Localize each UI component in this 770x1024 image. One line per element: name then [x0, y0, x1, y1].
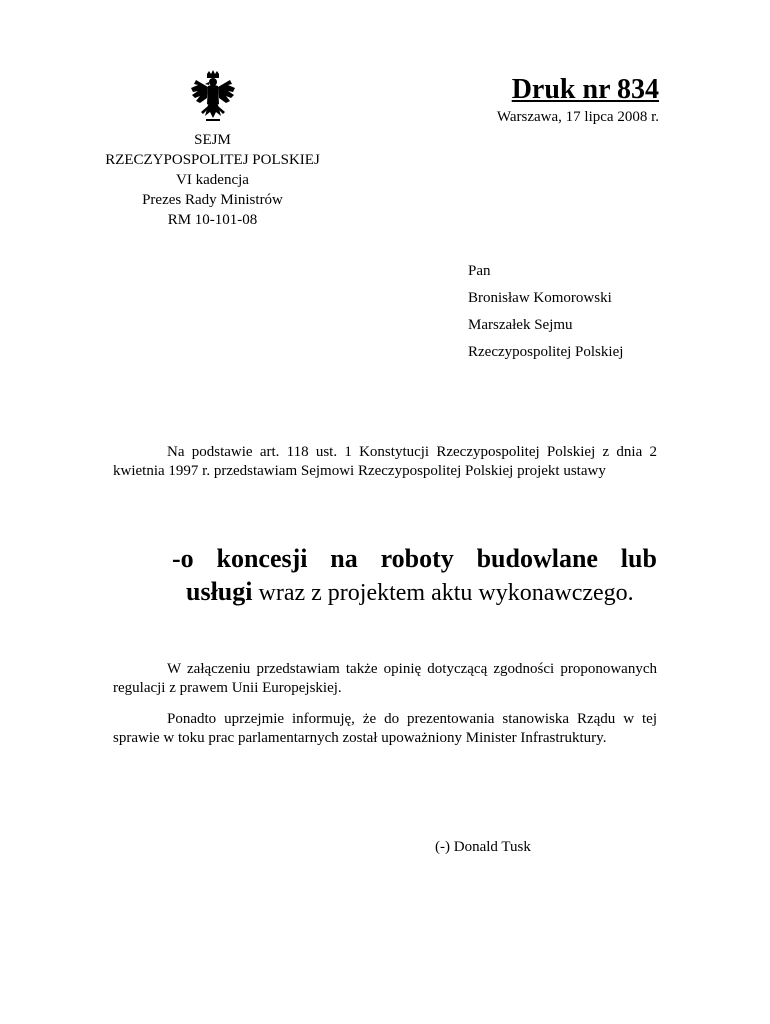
title-word: na: [330, 544, 358, 573]
representative-paragraph: [113, 710, 657, 748]
title-word: budowlane: [476, 544, 598, 573]
title-word: lub: [620, 544, 657, 573]
sender-header: [80, 130, 345, 230]
title-word: roboty: [380, 544, 454, 573]
title-word: koncesji: [216, 544, 308, 573]
representative-text: Ponadto uprzejmie informuję, że do prezentowania stanowiska Rządu w tej sprawie w toku prac parlamentarnych został upoważniony Minister Infrastruktury.: [113, 711, 657, 746]
header-line-sender: Prezes Rady Ministrów: [142, 192, 283, 208]
addressee-line: Marszałek Sejmu: [468, 317, 573, 333]
title-rest: wraz z projektem aktu wykonawczego.: [252, 580, 634, 606]
header-line-sejm: SEJM: [194, 132, 231, 148]
addressee-line: Pan: [468, 263, 491, 279]
intro-paragraph: [113, 443, 657, 481]
document-number: Druk nr 834: [511, 74, 659, 105]
header-line-country: RZECZYPOSPOLITEJ POLSKIEJ: [105, 152, 320, 168]
signature: (-) Donald Tusk: [435, 839, 531, 855]
bill-title-line-1: [172, 542, 657, 576]
intro-text: Na podstawie art. 118 ust. 1 Konstytucji Rzeczypospolitej Polskiej z dnia 2 kwietnia 1997 r. przedstawiam Sejmowi Rzeczypospolitej Polskiej projekt ustawy: [113, 444, 657, 479]
attachment-text: W załączeniu przedstawiam także opinię dotyczącą zgodności proponowanych regulacji z prawem Unii Europejskiej.: [113, 661, 657, 696]
addressee-line: Rzeczypospolitej Polskiej: [468, 344, 624, 360]
title-bold-word: usługi: [186, 577, 253, 606]
polish-eagle-icon: [188, 70, 238, 126]
addressee-block: [468, 258, 623, 366]
document-date: Warszawa, 17 lipca 2008 r.: [496, 109, 659, 125]
addressee-line: Bronisław Komorowski: [468, 290, 612, 306]
attachment-paragraph: [113, 660, 657, 698]
header-line-reference: RM 10-101-08: [167, 212, 258, 228]
bill-title-line-2: [186, 576, 634, 609]
title-word: -o: [172, 544, 194, 573]
header-line-term: VI kadencja: [176, 172, 249, 188]
